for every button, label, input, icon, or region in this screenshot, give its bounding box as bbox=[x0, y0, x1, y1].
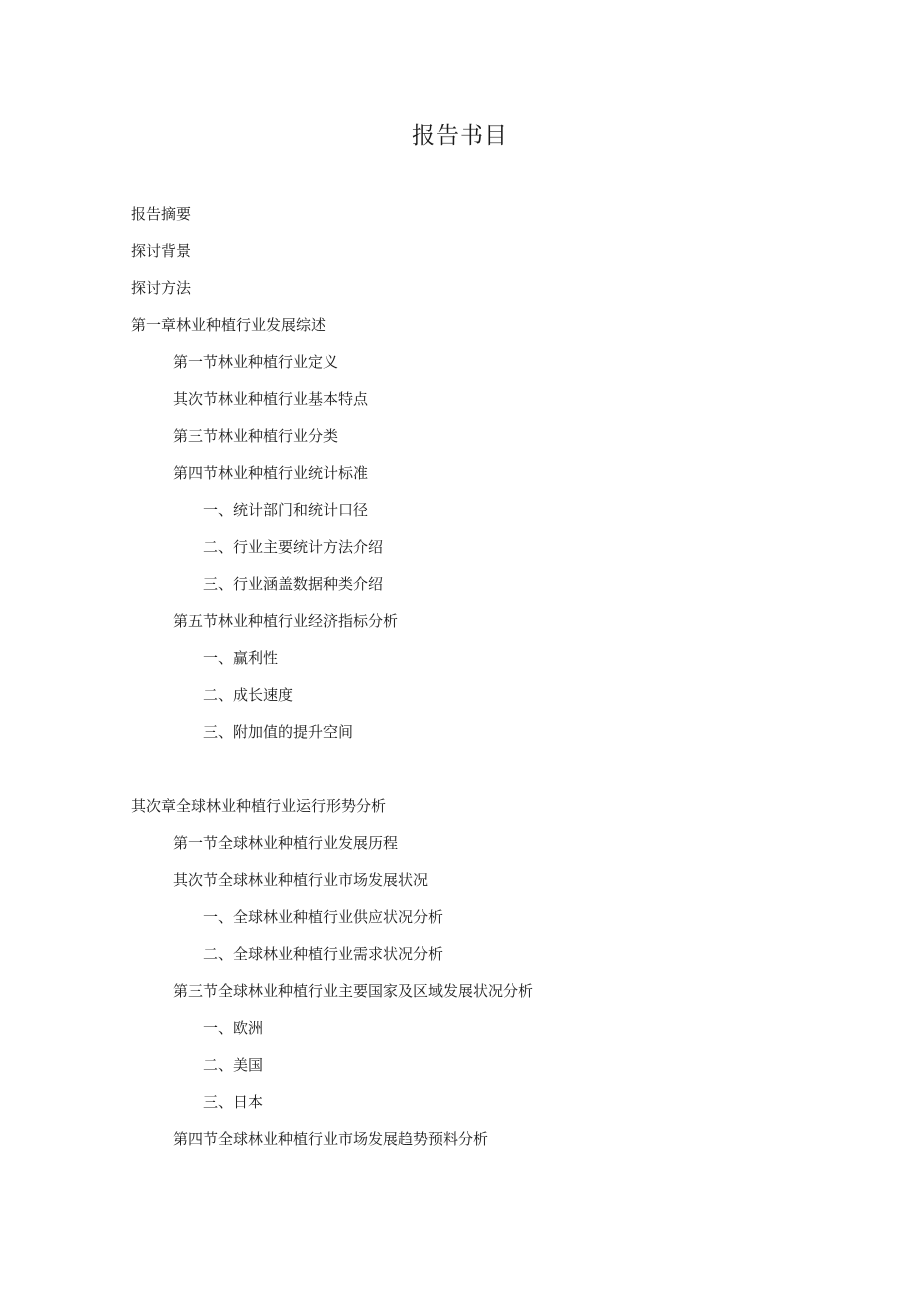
toc-subsection: 三、日本 bbox=[203, 1093, 264, 1111]
toc-subsection: 二、成长速度 bbox=[203, 686, 294, 704]
toc-subsection: 一、赢利性 bbox=[203, 649, 279, 667]
toc-chapter: 第一章林业种植行业发展综述 bbox=[131, 316, 327, 334]
toc-subsection: 二、全球林业种植行业需求状况分析 bbox=[203, 945, 444, 963]
toc-subsection: 二、美国 bbox=[203, 1056, 264, 1074]
toc-subsection: 三、行业涵盖数据种类介绍 bbox=[203, 575, 384, 593]
toc-subsection: 二、行业主要统计方法介绍 bbox=[203, 538, 384, 556]
toc-section: 第三节林业种植行业分类 bbox=[173, 427, 339, 445]
toc-section: 第四节全球林业种植行业市场发展趋势预料分析 bbox=[173, 1130, 489, 1148]
toc-section: 第五节林业种植行业经济指标分析 bbox=[173, 612, 399, 630]
toc-entry: 报告摘要 bbox=[131, 205, 192, 223]
toc-section: 第一节全球林业种植行业发展历程 bbox=[173, 834, 399, 852]
toc-section: 第三节全球林业种植行业主要国家及区域发展状况分析 bbox=[173, 982, 534, 1000]
toc-entry: 探讨背景 bbox=[131, 242, 192, 260]
toc-chapter: 其次章全球林业种植行业运行形势分析 bbox=[131, 797, 387, 815]
toc-subsection: 一、统计部门和统计口径 bbox=[203, 501, 369, 519]
toc-section: 第一节林业种植行业定义 bbox=[173, 353, 339, 371]
toc-subsection: 三、附加值的提升空间 bbox=[203, 723, 354, 741]
toc-subsection: 一、欧洲 bbox=[203, 1019, 264, 1037]
toc-entry: 探讨方法 bbox=[131, 279, 192, 297]
toc-section: 其次节全球林业种植行业市场发展状况 bbox=[173, 871, 429, 889]
document-title: 报告书目 bbox=[412, 123, 508, 149]
toc-subsection: 一、全球林业种植行业供应状况分析 bbox=[203, 908, 444, 926]
toc-section: 其次节林业种植行业基本特点 bbox=[173, 390, 369, 408]
toc-section: 第四节林业种植行业统计标准 bbox=[173, 464, 369, 482]
